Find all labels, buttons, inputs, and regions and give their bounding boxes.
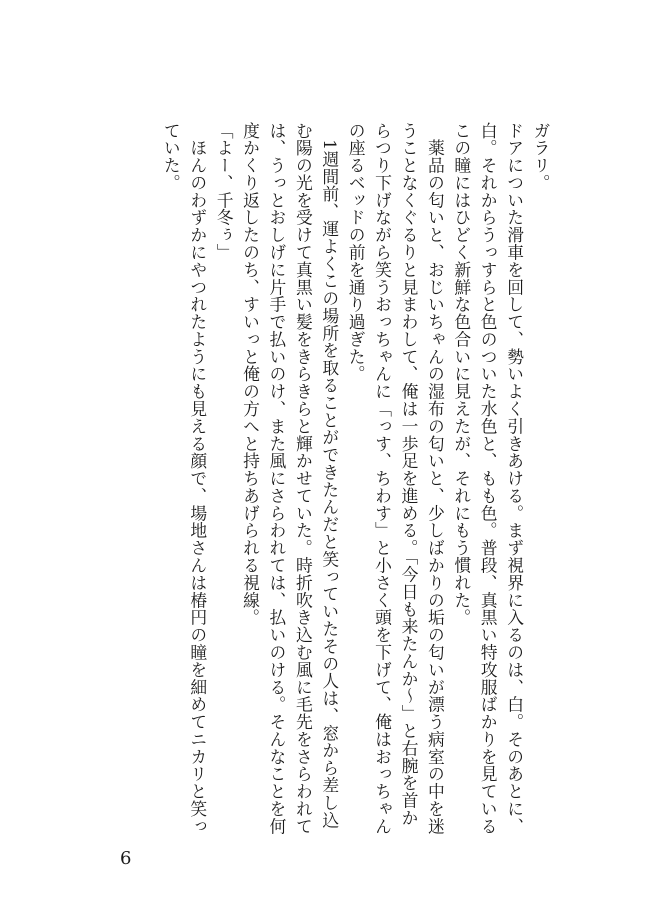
paragraph: 「よー、千冬ぅ」 <box>214 122 235 262</box>
paragraph: ほんのわずかにやつれたようにも見える顔で、場地さんは椿円の瞳を細めてニカリと笑っていた。 <box>161 122 208 835</box>
vertical-text-body <box>109 122 554 842</box>
paragraph: ガラリ。 <box>531 122 551 192</box>
paragraph: ドアについた滑車を回して、勢いよく引きあける。まず視界に入るのは、白。そのあとに、白。それからうっすらと色のついた水色と、もも色。普段、真黒い特攻服ばかりを見ているこの瞳にはひどく新鮮な色合いに見えたが、それにもう慣れた。 <box>451 122 525 835</box>
page-number: 6 <box>120 848 132 869</box>
paragraph: 1週間前、運よくこの場所を取ることができたんだと笑っていたその人は、窓から差し込む陽の光を受けて真黒い髪をきらきらと輝かせていた。時折吹き込む風に毛先をさらわれては、うっとおしげに片手で払いのけ、また風にさらわれては、払いのける。そんなことを何度かくり返したのち、すいっと俺の方へと持ちあげられる視線。 <box>240 122 340 835</box>
paragraph: 薬品の匂いと、おじいちゃんの湿布の匂いと、少しばかりの垢の匂いが漂う病室の中を迷うことなくぐるりと見まわして、俺は一歩足を進める。「今日も来たんか〜」と右腕を首からつり下げながら笑うおっちゃんに「っす、ちわす」と小さく頭を下げて、俺はおっちゃんの座るベッドの前を通り過ぎた。 <box>346 122 446 835</box>
